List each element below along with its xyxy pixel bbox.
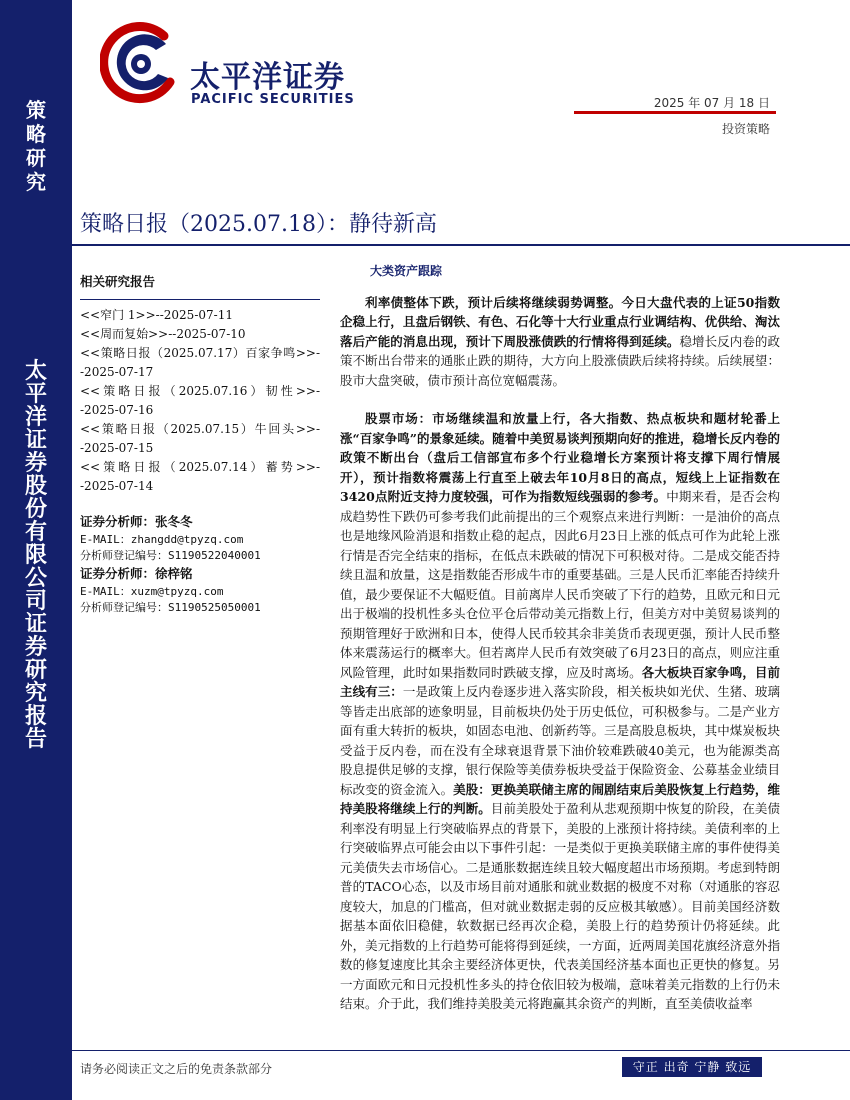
related-report-link[interactable]: <<策略日报（2025.07.17）百家争鸣>>--2025-07-17 [80,346,320,379]
brand-name-cn: 太平洋证券 [190,60,345,95]
org-char: 限 [24,543,47,568]
org-char: 券 [24,451,47,476]
footer-divider [72,1050,850,1051]
sidebar-category [0,98,72,194]
paragraph-stocks [340,409,780,1014]
org-char: 洋 [24,405,47,430]
header-accent-line [574,111,776,114]
footer-motto: 守正 出奇 宁静 致远 [622,1057,762,1077]
category-char: 策 [26,98,46,122]
org-char: 股 [24,474,47,499]
analyst-name: 证券分析师：张冬冬 [80,514,193,529]
org-char: 究 [24,681,47,706]
related-report-link[interactable]: <<策略日报（2025.07.16）韧性>>--2025-07-16 [80,384,320,417]
related-report-link[interactable]: <<周而复始>>--2025-07-10 [80,327,246,341]
sidebar [0,0,72,1100]
sectors-text: 一是政策上反内卷逐步进入落实阶段，相关板块如光伏、生猪、玻璃等皆走出底部的迹象明显，目前板块仍处于历史低位，可积极参与。二是产业方面有重大转折的板块，如固态电池、创新药等。三是高股息板块，其中煤炭板块受益于反内卷，而在没有全球衰退背景下油价较难跌破40美元，也为能源类高股息提供足够的支撑，银行保险等美债券板块受益于保险资金、公募基金业绩目标改变的资金流入。 [340,684,780,797]
report-date: 2025 年 07 月 18 日 [653,96,770,110]
analyst-block [80,512,320,616]
org-char: 券 [24,635,47,660]
brand-name-en: PACIFIC SECURITIES [191,92,355,107]
org-char: 公 [24,566,47,591]
report-type: 投资策略 [721,122,770,136]
org-char: 证 [24,612,47,637]
org-char: 份 [24,497,47,522]
left-column [80,272,320,616]
us-stocks-lead: 美股：更换美联储主席的闹剧结束后美股恢复上行趋势，维持美股将继续上行的判断。 [340,781,780,816]
org-char: 太 [24,359,47,384]
analyst-name: 证券分析师：徐梓铭 [80,566,193,581]
title-divider [72,244,850,246]
org-char: 司 [24,589,47,614]
page-title: 策略日报（2025.07.18）：静待新高 [80,212,437,237]
analyst-email[interactable]: E-MAIL：zhangdd@tpyzq.com [80,533,244,546]
related-report-link[interactable]: <<策略日报（2025.07.15）牛回头>>--2025-07-15 [80,422,320,455]
category-char: 究 [26,170,46,194]
analyst-cert: 分析师登记编号：S1190525050001 [80,601,261,614]
section-title: 大类资产跟踪 [370,264,443,278]
org-char: 报 [24,704,47,729]
footer-disclaimer: 请务必阅读正文之后的免责条款部分 [80,1062,273,1076]
paragraph-bonds [340,293,780,391]
bonds-lead: 利率债整体下跌，预计后续将继续弱势调整。今日大盘代表的上证50指数企稳上行，且盘后钢铁、有色、石化等十大行业重点行业调结构、优供给、淘汰落后产能的消息出现，预计下周股涨债跌的行情将得到延续。 [340,294,780,349]
org-char: 平 [24,382,47,407]
related-report-link[interactable]: <<策略日报（2025.07.14）蓄势>>--2025-07-14 [80,460,320,493]
org-char: 证 [24,428,47,453]
related-report-link[interactable]: <<窄门 1>>--2025-07-11 [80,308,233,322]
pacific-logo-icon [100,22,180,106]
bonds-text: 稳增长反内卷的政策不断出台带来的通胀止跌的期待，大方向上股涨债跌后续将持续。后续展望：股市大盘突破，债市预计高位宽幅震荡。 [340,333,780,388]
analyst-email[interactable]: E-MAIL：xuzm@tpyzq.com [80,585,224,598]
sidebar-org [0,360,72,751]
related-reports-heading: 相关研究报告 [80,272,320,300]
org-char: 研 [24,658,47,683]
analyst-cert: 分析师登记编号：S1190522040001 [80,549,261,562]
category-char: 略 [26,122,46,146]
main-body [340,262,780,1033]
category-char: 研 [26,146,46,170]
org-char: 有 [24,520,47,545]
stocks-text: 中期来看，是否会构成趋势性下跌仍可参考我们此前提出的三个观察点来进行判断：一是油价的高点也是地缘风险消退和指数止稳的起点，因此6月23日上涨的低点可作为此轮上涨行情是否完全结束的指标，在低点未跌破的情况下可积极对待。二是成交能否持续且温和放量，这是指数能否形成牛市的重要基础。三是人民币汇率能否持续升值，最少要保证不大幅贬值。目前离岸人民币突破了下行的趋势，且欧元和日元出于极端的投机性多头仓位平仓后带动美元指数上行，但美方对中美贸易谈判的预期管理好于欧洲和日本，使得人民币较其余非美货币表现更强，预计人民币整体来震荡运行的概率大。但若离岸人民币有效突破了6月23日的高点，则应注重风险管理，此时如果指数同时跌破支撑，应及时离场。 [340,489,780,680]
org-char: 告 [24,727,47,752]
sectors-lead: 各大板块百家争鸣，目前主线有三： [340,664,780,699]
stocks-lead: 股票市场：市场继续温和放量上行，各大指数、热点板块和题材轮番上涨“百家争鸣”的景象延续。随着中美贸易谈判预期向好的推进，稳增长反内卷的政策不断出台（盘后工信部宣布多个行业稳增长方案预计将支撑下周行情展开），预计指数将震荡上行直至上破去年10月8日的高点，短线上上证指数在3420点附近支持力度较强，可作为指数短线强弱的参考。 [340,411,780,504]
us-stocks-text: 目前美股处于盈利从悲观预期中恢复的阶段，在美债利率没有明显上行突破临界点的背景下，美股的上涨预计将持续。美债利率的上行突破临界点可能会由以下事件引起：一是类似于更换美联储主席的事件使得美元美债失去市场信心。二是通胀数据连续且较大幅度超出市场预期。考虑到特朗普的TACO心态，以及市场目前对通胀和就业数据的极度不对称（对通胀的容忍度较大，加息的门槛高，但对就业数据走弱的反应极其敏感）。目前美国经济数据基本面依旧稳健，软数据已经再次企稳，美股上行的趋势预计仍将延续。此外，美元指数的上行趋势可能将得到延续，一方面，近两周美国花旗经济意外指数的修复速度比其余主要经济体更快，代表美国经济基本面也正更快的修复。另一方面欧元和日元投机性多头的持仓依旧较为极端，意味着美元指数的上行仍未结束。介于此，我们维持美股美元将跑赢其余资产的判断，直至美债收益率 [340,801,780,1011]
